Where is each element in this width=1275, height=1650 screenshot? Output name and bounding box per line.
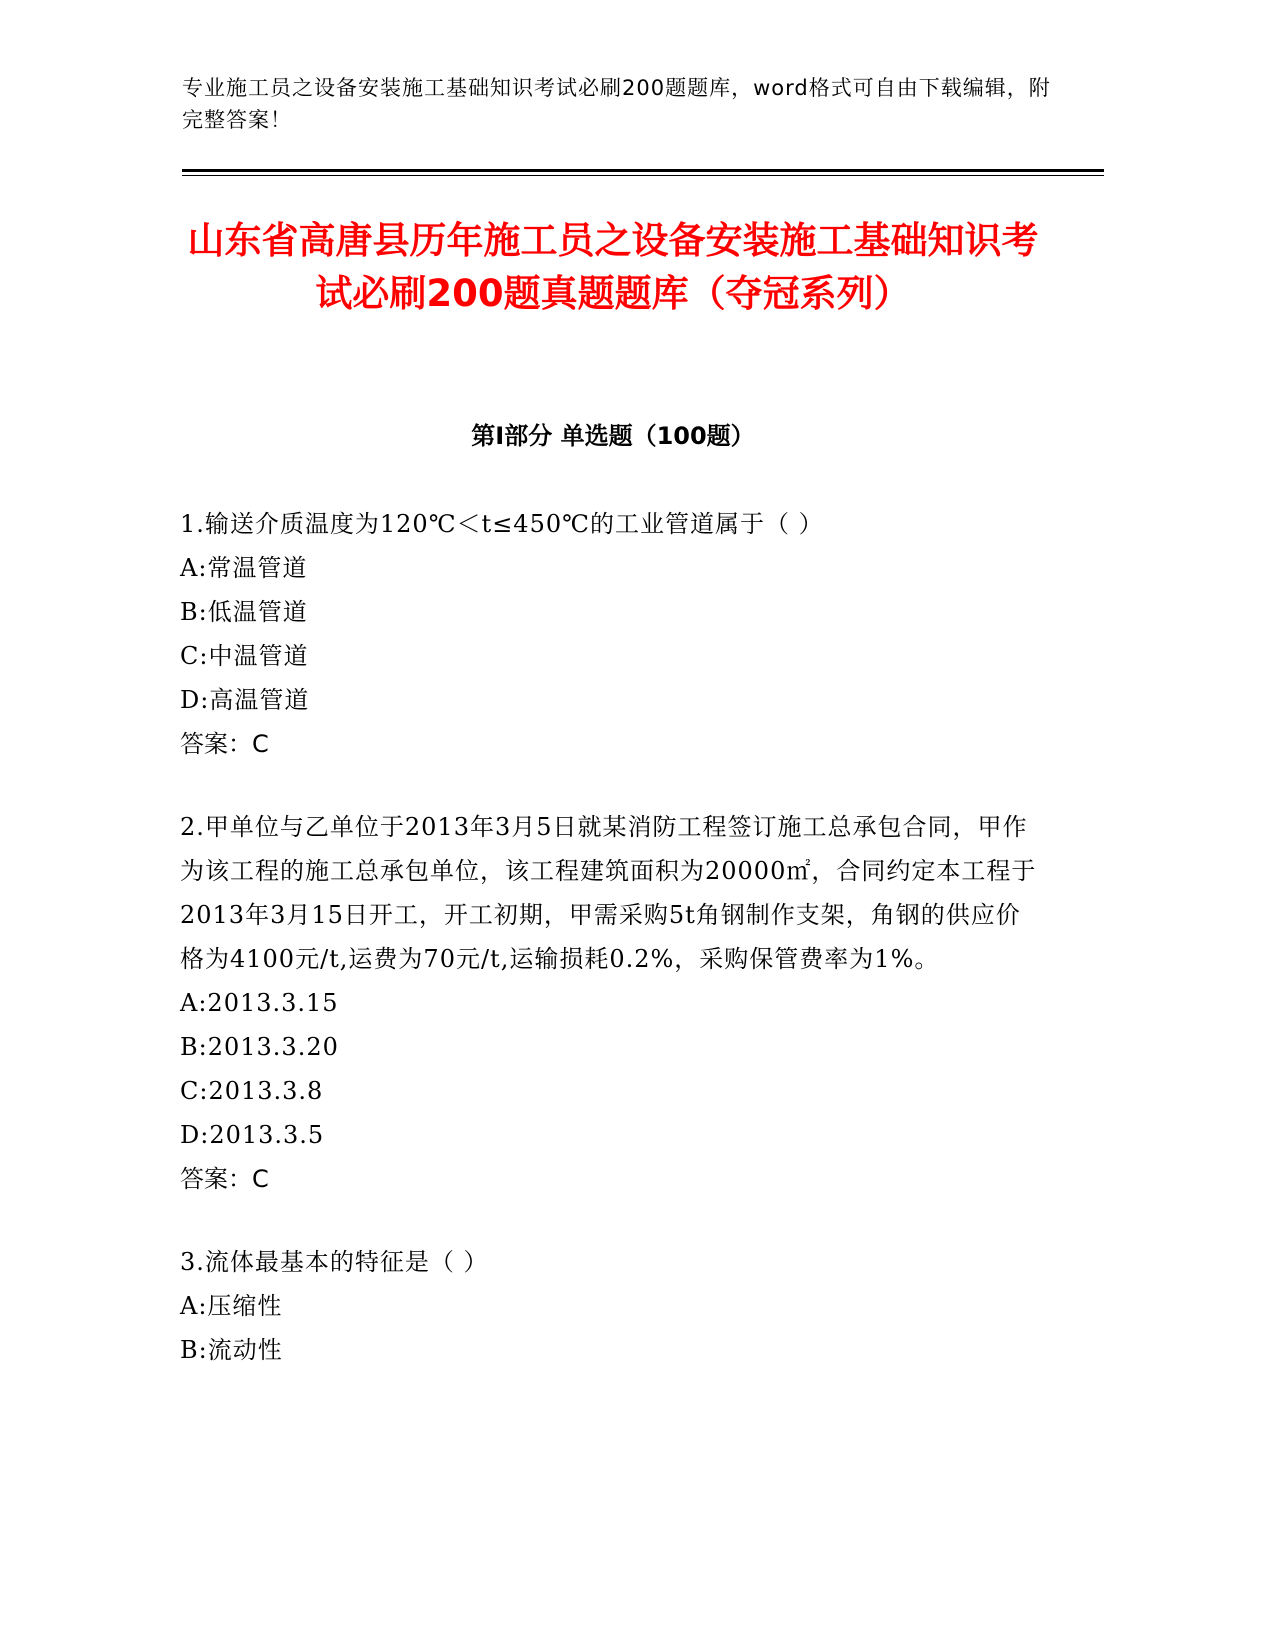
option-d: D:2013.3.5 xyxy=(180,1121,325,1149)
document-header: 专业施工员之设备安装施工基础知识考试必刷200题题库，word格式可自由下载编辑，附完整答案！ xyxy=(182,76,1051,132)
question-stem: 2.甲单位与乙单位于2013年3月5日就某消防工程签订施工总承包合同，甲作为该工程的施工总承包单位，该工程建筑面积为20000㎡，合同约定本工程于2013年3月15日开工，开工初期，甲需采购5t角钢制作支架，角钢的供应价格为4100元/t,运费为70元/t,运输损耗0.2%，采购保管费率为1%。 xyxy=(180,813,1037,973)
question-2 xyxy=(180,805,1040,1201)
option-b: B:流动性 xyxy=(180,1336,283,1364)
option-b: B:低温管道 xyxy=(180,598,308,626)
question-stem: 3.流体最基本的特征是（ ） xyxy=(180,1248,489,1276)
document-title: 山东省高唐县历年施工员之设备安装施工基础知识考试必刷200题真题题库（夺冠系列） xyxy=(187,219,1039,315)
option-c: C:2013.3.8 xyxy=(180,1077,324,1105)
section-title: 第Ⅰ部分 单选题（100题） xyxy=(471,422,755,450)
option-b: B:2013.3.20 xyxy=(180,1033,339,1061)
question-3 xyxy=(180,1240,1040,1372)
question-list xyxy=(180,502,1040,1411)
option-d: D:高温管道 xyxy=(180,686,310,714)
option-a: A:常温管道 xyxy=(180,554,308,582)
option-a: A:2013.3.15 xyxy=(180,989,339,1017)
header-divider-thin xyxy=(182,175,1104,176)
answer: 答案：C xyxy=(180,1165,269,1193)
question-1 xyxy=(180,502,1040,766)
answer: 答案：C xyxy=(180,730,269,758)
header-divider-thick xyxy=(182,169,1104,172)
question-stem: 1.输送介质温度为120℃＜t≤450℃的工业管道属于（ ） xyxy=(180,510,824,538)
option-a: A:压缩性 xyxy=(180,1292,283,1320)
option-c: C:中温管道 xyxy=(180,642,309,670)
